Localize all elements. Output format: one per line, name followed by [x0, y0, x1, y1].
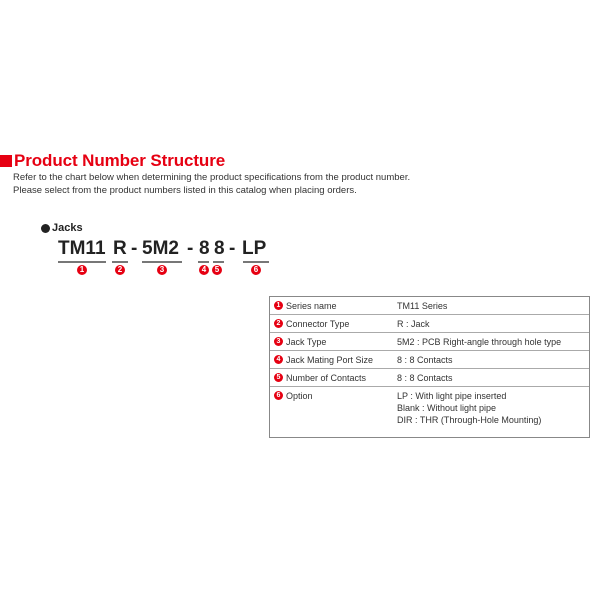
red-square-icon: [0, 155, 12, 167]
number-badge-icon: 2: [274, 319, 283, 328]
number-badge-icon: 6: [274, 391, 283, 400]
number-badge-3: 3: [157, 265, 167, 275]
table-row: [270, 369, 589, 387]
row-value: LP : With light pipe inserted: [397, 391, 507, 401]
section-title: [0, 151, 225, 171]
underline: [213, 261, 224, 263]
table-row: [270, 297, 589, 315]
code-part-connector: R: [113, 238, 127, 259]
row-value: 8 : 8 Contacts: [397, 355, 453, 365]
row-label: Series name: [286, 301, 337, 311]
row-label: Option: [286, 391, 313, 401]
row-value: R : Jack: [397, 319, 430, 329]
table-row: [270, 351, 589, 369]
row-value: 8 : 8 Contacts: [397, 373, 453, 383]
number-badge-icon: 1: [274, 301, 283, 310]
number-badge-icon: 5: [274, 373, 283, 382]
jacks-heading: [41, 222, 83, 234]
jacks-label: Jacks: [52, 222, 83, 234]
code-dash: -: [229, 238, 236, 259]
underline: [243, 261, 269, 263]
number-badge-5: 5: [212, 265, 222, 275]
number-badge-6: 6: [251, 265, 261, 275]
row-label: Jack Mating Port Size: [286, 355, 374, 365]
number-badge-2: 2: [115, 265, 125, 275]
row-value: 5M2 : PCB Right-angle through hole type: [397, 337, 562, 347]
table-row: [270, 387, 589, 437]
code-part-series: TM11: [58, 238, 106, 259]
bullet-icon: [41, 224, 50, 233]
number-badge-4: 4: [199, 265, 209, 275]
number-badge-icon: 3: [274, 337, 283, 346]
row-value: DIR : THR (Through-Hole Mounting): [397, 415, 542, 425]
code-part-port-size: 8: [199, 238, 210, 259]
row-label: Jack Type: [286, 337, 327, 347]
table-row: [270, 315, 589, 333]
code-part-contacts: 8: [214, 238, 225, 259]
underline: [142, 261, 182, 263]
underline: [58, 261, 106, 263]
row-value: Blank : Without light pipe: [397, 403, 497, 413]
code-part-jack-type: 5M2: [142, 238, 179, 259]
description-line-1: Refer to the chart below when determining the product specifications from the product number.: [13, 172, 411, 183]
row-value: TM11 Series: [397, 301, 448, 311]
description-line-2: Please select from the product numbers listed in this catalog when placing orders.: [13, 185, 357, 196]
code-dash: -: [131, 238, 138, 259]
row-label: Connector Type: [286, 319, 350, 329]
row-label: Number of Contacts: [286, 373, 367, 383]
number-badge-icon: 4: [274, 355, 283, 364]
number-badge-1: 1: [77, 265, 87, 275]
underline: [112, 261, 128, 263]
section-title-text: Product Number Structure: [14, 151, 226, 170]
table-row: [270, 333, 589, 351]
underline: [198, 261, 209, 263]
code-dash: -: [187, 238, 194, 259]
spec-table: [269, 296, 590, 438]
code-part-option: LP: [242, 238, 267, 259]
